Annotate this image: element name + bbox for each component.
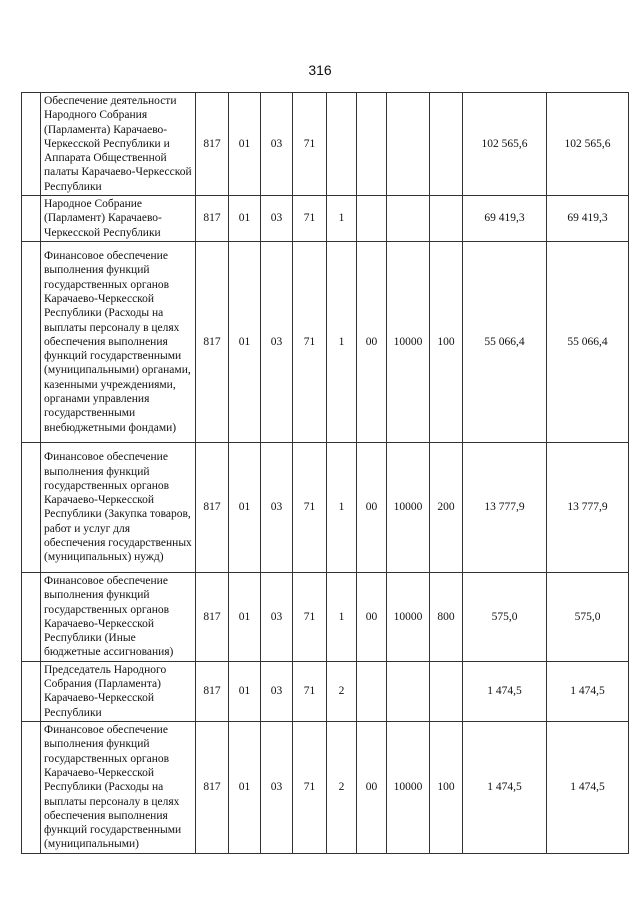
blank-cell	[22, 196, 41, 242]
row-name: Финансовое обеспечение выполнения функций государственных органов Карачаево-Черкесской Республики (Закупка товаров, работ и услуг для обеспечения государственных (муниципальных) нужд)	[41, 442, 196, 572]
row-name: Народное Собрание (Парламент) Карачаево-Черкесской Республики	[41, 196, 196, 242]
table-row	[22, 721, 629, 853]
program-code: 71	[293, 572, 327, 661]
expense-type-code: 100	[430, 721, 463, 853]
subsection-code: 03	[261, 241, 293, 442]
section-code: 01	[229, 196, 261, 242]
amount-value: 102 565,6	[463, 93, 547, 196]
amount-total: 55 066,4	[547, 241, 629, 442]
program-code: 71	[293, 721, 327, 853]
amount-total: 1 474,5	[547, 721, 629, 853]
ministry-code: 817	[196, 442, 229, 572]
measure-code	[357, 93, 387, 196]
blank-cell	[22, 721, 41, 853]
direction-code: 10000	[387, 241, 430, 442]
row-name: Председатель Народного Собрания (Парламента) Карачаево-Черкесской Республики	[41, 661, 196, 721]
measure-code	[357, 196, 387, 242]
budget-table-wrap	[21, 92, 629, 854]
table-row	[22, 196, 629, 242]
amount-value: 55 066,4	[463, 241, 547, 442]
measure-code: 00	[357, 721, 387, 853]
row-name: Финансовое обеспечение выполнения функций государственных органов Карачаево-Черкесской Республики (Расходы на выплаты персоналу в целях обеспечения выполнения функций государственными (муниципальными) органами, казенными учреждениями, органами управления государственными внебюджетными фондами)	[41, 241, 196, 442]
direction-code: 10000	[387, 721, 430, 853]
table-row	[22, 442, 629, 572]
table-body	[22, 93, 629, 854]
subprogram-code: 2	[327, 721, 357, 853]
expense-type-code	[430, 93, 463, 196]
subprogram-code	[327, 93, 357, 196]
blank-cell	[22, 661, 41, 721]
table-row	[22, 572, 629, 661]
amount-total: 69 419,3	[547, 196, 629, 242]
amount-value: 13 777,9	[463, 442, 547, 572]
section-code: 01	[229, 572, 261, 661]
blank-cell	[22, 572, 41, 661]
row-name: Обеспечение деятельности Народного Собрания (Парламента) Карачаево-Черкесской Республики и Аппарата Общественной палаты Карачаево-Черкесской Республики	[41, 93, 196, 196]
amount-value: 1 474,5	[463, 661, 547, 721]
measure-code: 00	[357, 241, 387, 442]
blank-cell	[22, 442, 41, 572]
amount-value: 69 419,3	[463, 196, 547, 242]
blank-cell	[22, 241, 41, 442]
program-code: 71	[293, 93, 327, 196]
program-code: 71	[293, 442, 327, 572]
blank-cell	[22, 93, 41, 196]
expense-type-code	[430, 196, 463, 242]
table-row	[22, 661, 629, 721]
ministry-code: 817	[196, 572, 229, 661]
direction-code: 10000	[387, 442, 430, 572]
subprogram-code: 1	[327, 572, 357, 661]
amount-value: 1 474,5	[463, 721, 547, 853]
subsection-code: 03	[261, 93, 293, 196]
subsection-code: 03	[261, 661, 293, 721]
ministry-code: 817	[196, 241, 229, 442]
amount-total: 102 565,6	[547, 93, 629, 196]
ministry-code: 817	[196, 661, 229, 721]
subsection-code: 03	[261, 196, 293, 242]
measure-code: 00	[357, 572, 387, 661]
measure-code	[357, 661, 387, 721]
ministry-code: 817	[196, 196, 229, 242]
section-code: 01	[229, 721, 261, 853]
expense-type-code: 800	[430, 572, 463, 661]
amount-value: 575,0	[463, 572, 547, 661]
expense-type-code: 200	[430, 442, 463, 572]
row-name: Финансовое обеспечение выполнения функций государственных органов Карачаево-Черкесской Республики (Расходы на выплаты персоналу в целях обеспечения выполнения функций государственными (муниципальными)	[41, 721, 196, 853]
ministry-code: 817	[196, 93, 229, 196]
direction-code	[387, 196, 430, 242]
budget-table	[21, 92, 629, 854]
amount-total: 1 474,5	[547, 661, 629, 721]
section-code: 01	[229, 93, 261, 196]
subsection-code: 03	[261, 442, 293, 572]
table-row	[22, 241, 629, 442]
ministry-code: 817	[196, 721, 229, 853]
direction-code	[387, 661, 430, 721]
section-code: 01	[229, 661, 261, 721]
direction-code	[387, 93, 430, 196]
subprogram-code: 1	[327, 241, 357, 442]
table-row	[22, 93, 629, 196]
subprogram-code: 2	[327, 661, 357, 721]
program-code: 71	[293, 196, 327, 242]
page-number: 316	[308, 62, 332, 78]
program-code: 71	[293, 241, 327, 442]
expense-type-code	[430, 661, 463, 721]
direction-code: 10000	[387, 572, 430, 661]
section-code: 01	[229, 442, 261, 572]
subsection-code: 03	[261, 721, 293, 853]
amount-total: 13 777,9	[547, 442, 629, 572]
section-code: 01	[229, 241, 261, 442]
expense-type-code: 100	[430, 241, 463, 442]
amount-total: 575,0	[547, 572, 629, 661]
subsection-code: 03	[261, 572, 293, 661]
measure-code: 00	[357, 442, 387, 572]
program-code: 71	[293, 661, 327, 721]
subprogram-code: 1	[327, 196, 357, 242]
row-name: Финансовое обеспечение выполнения функций государственных органов Карачаево-Черкесской Республики (Иные бюджетные ассигнования)	[41, 572, 196, 661]
subprogram-code: 1	[327, 442, 357, 572]
